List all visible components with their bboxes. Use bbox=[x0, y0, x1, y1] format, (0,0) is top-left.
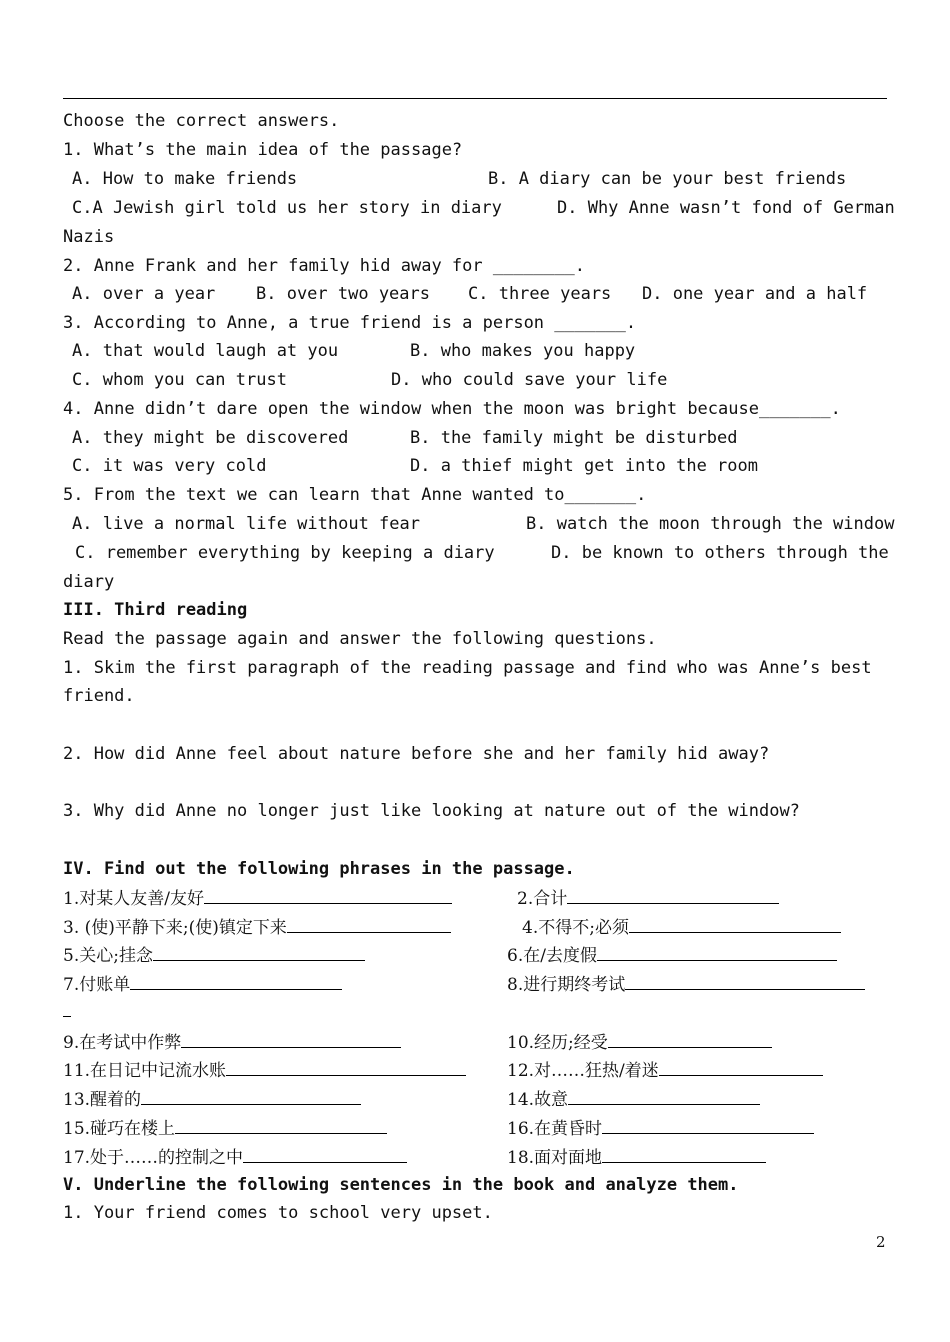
option-1d-cont: Nazis bbox=[63, 227, 115, 247]
phrase-item: 17.处于……的控制之中 bbox=[63, 1146, 407, 1168]
phrase-item: 3. (使)平静下来;(使)镇定下来 bbox=[63, 916, 451, 938]
analysis-sentence-1: 1. Your friend comes to school very upset. bbox=[63, 1203, 493, 1223]
phrase-item: 1.对某人友善/友好 bbox=[63, 887, 452, 909]
phrase-item: 8.进行期终考试 bbox=[507, 973, 865, 995]
option-5a: A. live a normal life without fear bbox=[72, 514, 420, 534]
phrase-item: 11.在日记中记流水账 bbox=[63, 1059, 466, 1081]
phrase-item: 4.不得不;必须 bbox=[522, 916, 841, 938]
option-1c: C.A Jewish girl told us her story in diary bbox=[72, 198, 502, 218]
answer-blank[interactable] bbox=[204, 887, 452, 904]
phrase-item: 6.在/去度假 bbox=[507, 944, 837, 966]
option-3a: A. that would laugh at you bbox=[72, 341, 339, 361]
answer-blank[interactable] bbox=[602, 1117, 814, 1134]
reading-question-3: 3. Why did Anne no longer just like looking at nature out of the window? bbox=[63, 801, 800, 821]
answer-blank[interactable] bbox=[597, 944, 837, 961]
option-1b: B. A diary can be your best friends bbox=[488, 169, 847, 189]
answer-blank[interactable] bbox=[568, 1088, 760, 1105]
option-4d: D. a thief might get into the room bbox=[410, 456, 758, 476]
option-1a: A. How to make friends bbox=[72, 169, 298, 189]
reading-question-1: 1. Skim the first paragraph of the reading passage and find who was Anne’s best bbox=[63, 658, 872, 678]
option-4b: B. the family might be disturbed bbox=[410, 428, 738, 448]
option-3d: D. who could save your life bbox=[391, 370, 668, 390]
option-2b: B. over two years bbox=[256, 284, 430, 304]
question-2: 2. Anne Frank and her family hid away for ________. bbox=[63, 256, 585, 276]
option-2c: C. three years bbox=[468, 284, 612, 304]
answer-blank[interactable] bbox=[625, 973, 865, 990]
answer-blank[interactable] bbox=[175, 1117, 387, 1134]
option-5d: D. be known to others through the bbox=[551, 543, 889, 563]
option-4a: A. they might be discovered bbox=[72, 428, 349, 448]
option-5b: B. watch the moon through the window bbox=[526, 514, 895, 534]
answer-blank[interactable] bbox=[567, 887, 779, 904]
instruction: Choose the correct answers. bbox=[63, 111, 340, 131]
option-3c: C. whom you can trust bbox=[72, 370, 287, 390]
phrase-item: 18.面对面地 bbox=[507, 1146, 766, 1168]
answer-blank[interactable] bbox=[602, 1146, 766, 1163]
question-1: 1. What’s the main idea of the passage? bbox=[63, 140, 463, 160]
phrase-item: 13.醒着的 bbox=[63, 1088, 361, 1110]
question-5: 5. From the text we can learn that Anne wanted to_______. bbox=[63, 485, 647, 505]
section-3-title: III. Third reading bbox=[63, 600, 248, 620]
phrase-item: 7.付账单 bbox=[63, 973, 342, 995]
phrase-item: 9.在考试中作弊 bbox=[63, 1031, 401, 1053]
answer-blank[interactable] bbox=[153, 944, 365, 961]
answer-blank[interactable] bbox=[629, 916, 841, 933]
option-2d: D. one year and a half bbox=[642, 284, 868, 304]
answer-blank[interactable] bbox=[287, 916, 451, 933]
page-number: 2 bbox=[876, 1233, 886, 1251]
phrase-item: 14.故意 bbox=[507, 1088, 760, 1110]
phrase-item: 2.合计 bbox=[517, 887, 779, 909]
option-2a: A. over a year bbox=[72, 284, 216, 304]
question-3: 3. According to Anne, a true friend is a person _______. bbox=[63, 313, 637, 333]
answer-blank[interactable] bbox=[130, 973, 342, 990]
phrase-item: 10.经历;经受 bbox=[507, 1031, 772, 1053]
question-4: 4. Anne didn’t dare open the window when the moon was bright because_______. bbox=[63, 399, 841, 419]
section-4-title: IV. Find out the following phrases in the passage. bbox=[63, 859, 575, 879]
reading-question-1-cont: friend. bbox=[63, 686, 135, 706]
header-rule bbox=[63, 98, 887, 99]
phrase-item: 5.关心;挂念 bbox=[63, 944, 365, 966]
reading-question-2: 2. How did Anne feel about nature before she and her family hid away? bbox=[63, 744, 770, 764]
section-3-intro: Read the passage again and answer the following questions. bbox=[63, 629, 657, 649]
answer-blank[interactable] bbox=[181, 1031, 401, 1048]
option-5c: C. remember everything by keeping a diary bbox=[75, 543, 495, 563]
answer-blank[interactable] bbox=[243, 1146, 407, 1163]
blank-overflow bbox=[63, 1006, 71, 1017]
phrase-item: 15.碰巧在楼上 bbox=[63, 1117, 387, 1139]
answer-blank[interactable] bbox=[659, 1059, 823, 1076]
phrase-item: 16.在黄昏时 bbox=[507, 1117, 814, 1139]
answer-blank[interactable] bbox=[141, 1088, 361, 1105]
answer-blank[interactable] bbox=[226, 1059, 466, 1076]
option-4c: C. it was very cold bbox=[72, 456, 267, 476]
phrase-item: 12.对……狂热/着迷 bbox=[507, 1059, 823, 1081]
answer-blank[interactable] bbox=[608, 1031, 772, 1048]
option-5d-cont: diary bbox=[63, 572, 115, 592]
option-3b: B. who makes you happy bbox=[410, 341, 636, 361]
section-5-title: V. Underline the following sentences in the book and analyze them. bbox=[63, 1175, 739, 1195]
option-1d: D. Why Anne wasn’t fond of German bbox=[557, 198, 895, 218]
